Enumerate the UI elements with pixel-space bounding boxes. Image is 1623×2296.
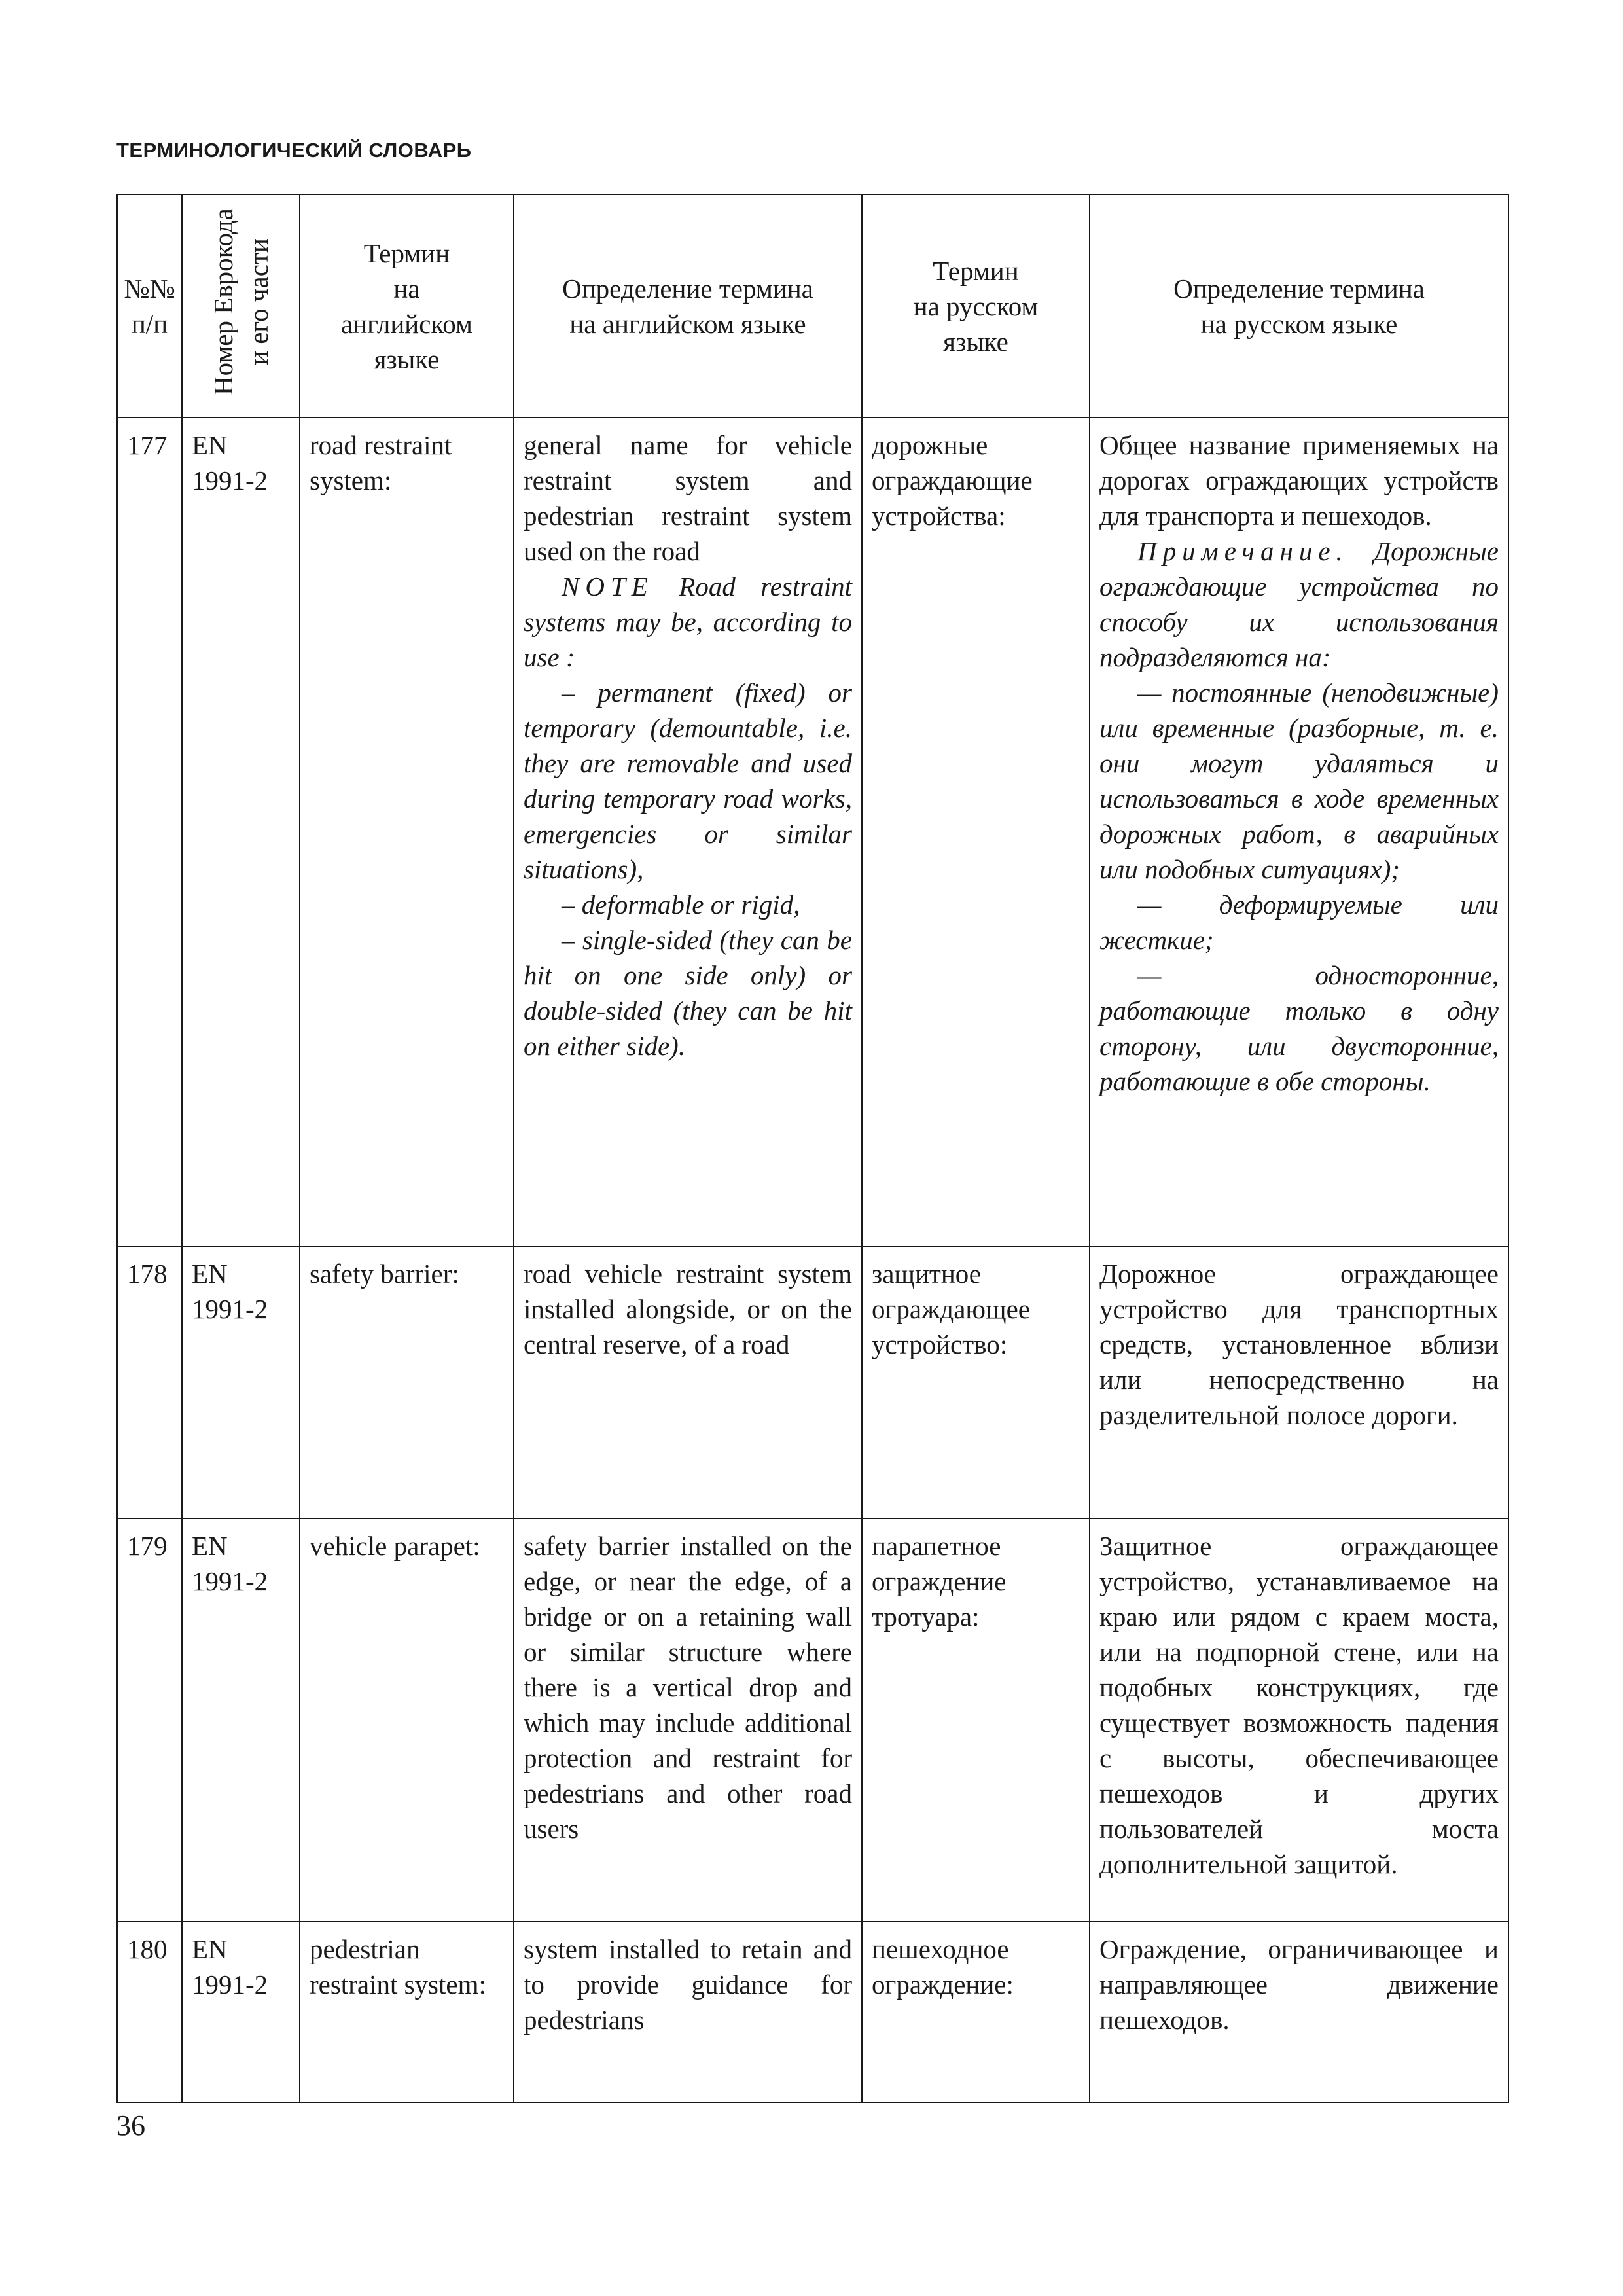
header-term-en: Термин на английском языке — [300, 194, 514, 418]
eurocode-ref: EN 1991-2 — [182, 418, 300, 1246]
definition-en: general name for vehicle restraint system and pedestrian restraint system used on the road NOTE Road restraint systems may be, according to use : – permanent (fixed) or temporary (demountable, i.e. they are removable and used during temporary road works, emergencies or similar situations), – deformable or rigid, – single-sided (they can be hit on one side only) or double-sided (they can be hit on either side). — [514, 418, 862, 1246]
header-term-ru: Термин на русском языке — [862, 194, 1090, 418]
table-row — [117, 1922, 1508, 2102]
term-en: vehicle parapet: — [300, 1518, 514, 1922]
table-row — [117, 1518, 1508, 1922]
header-num: №№ п/п — [117, 194, 182, 418]
term-en: pedestrian restraint system: — [300, 1922, 514, 2102]
row-number: 178 — [117, 1246, 182, 1518]
definition-en: safety barrier installed on the edge, or near the edge, of a bridge or on a retaining wall or similar structure where there is a vertical drop and which may include additional protection and restraint for pedestrians and other road users — [514, 1518, 862, 1922]
definition-en: system installed to retain and to provide guidance for pedestrians — [514, 1922, 862, 2102]
definition-ru: Ограждение, ограничивающее и направляющее движение пешеходов. — [1090, 1922, 1508, 2102]
note-ru: Примечание. Дорожные ограждающие устройства по способу их использования подразделяются на: — постоянные (неподвижные) или временные (разборные, т. е. они могут удаляться и использоваться в ходе временных дорожных работ, в аварийных или подобных ситуациях); — деформируемые или жесткие; — односторонние, работающие только в одну сторону, или двусторонние, работающие в обе стороны. — [1099, 536, 1499, 1096]
header-def-en: Определение термина на английском языке — [514, 194, 862, 418]
glossary-table — [116, 194, 1509, 2103]
running-head: ТЕРМИНОЛОГИЧЕСКИЙ СЛОВАРЬ — [116, 139, 472, 162]
page-number: 36 — [116, 2109, 145, 2142]
eurocode-ref: EN 1991-2 — [182, 1922, 300, 2102]
term-ru: защитное ограждающее устройство: — [862, 1246, 1090, 1518]
row-number: 179 — [117, 1518, 182, 1922]
table-row — [117, 418, 1508, 1246]
term-en: road restraint system: — [300, 418, 514, 1246]
row-number: 180 — [117, 1922, 182, 2102]
definition-en: road vehicle restraint system installed alongside, or on the central reserve, of a road — [514, 1246, 862, 1518]
header-code-label: Номер Еврокода и его части — [208, 208, 274, 395]
note-label-en: NOTE — [562, 571, 654, 601]
row-number: 177 — [117, 418, 182, 1246]
header-def-ru: Определение термина на русском языке — [1090, 194, 1508, 418]
term-ru: парапетное ограждение тротуара: — [862, 1518, 1090, 1922]
table-row — [117, 1246, 1508, 1518]
header-code — [182, 194, 300, 418]
eurocode-ref: EN 1991-2 — [182, 1518, 300, 1922]
eurocode-ref: EN 1991-2 — [182, 1246, 300, 1518]
note-label-ru: Примечание. — [1137, 536, 1349, 566]
definition-ru: Общее название применяемых на дорогах ограждающих устройств для транспорта и пешеходов. Примечание. Дорожные ограждающие устройства по способу их использования подразделяются на: — постоянные (неподвижные) или временные (разборные, т. е. они могут удаляться и использоваться в ходе временных дорожных работ, в аварийных или подобных ситуациях); — деформируемые или жесткие; — односторонние, работающие только в одну сторону, или двусторонние, работающие в обе стороны. — [1090, 418, 1508, 1246]
term-ru: пешеходное ограждение: — [862, 1922, 1090, 2102]
term-ru: дорожные ограждающие устройства: — [862, 418, 1090, 1246]
definition-ru: Дорожное ограждающее устройство для транспортных средств, установленное вблизи или непосредственно на разделительной полосе дороги. — [1090, 1246, 1508, 1518]
note-en: NOTE Road restraint systems may be, according to use : – permanent (fixed) or temporary (demountable, i.e. they are removable and used during temporary road works, emergencies or similar situations), – deformable or rigid, – single-sided (they can be hit on one side only) or double-sided (they can be hit on either side). — [524, 571, 853, 1061]
term-en: safety barrier: — [300, 1246, 514, 1518]
header-row — [117, 194, 1508, 418]
definition-ru: Защитное ограждающее устройство, устанавливаемое на краю или рядом с краем моста, или на подпорной стене, или на подобных конструкциях, где существует возможность падения с высоты, обеспечивающее пешеходов и других пользователей моста дополнительной защитой. — [1090, 1518, 1508, 1922]
